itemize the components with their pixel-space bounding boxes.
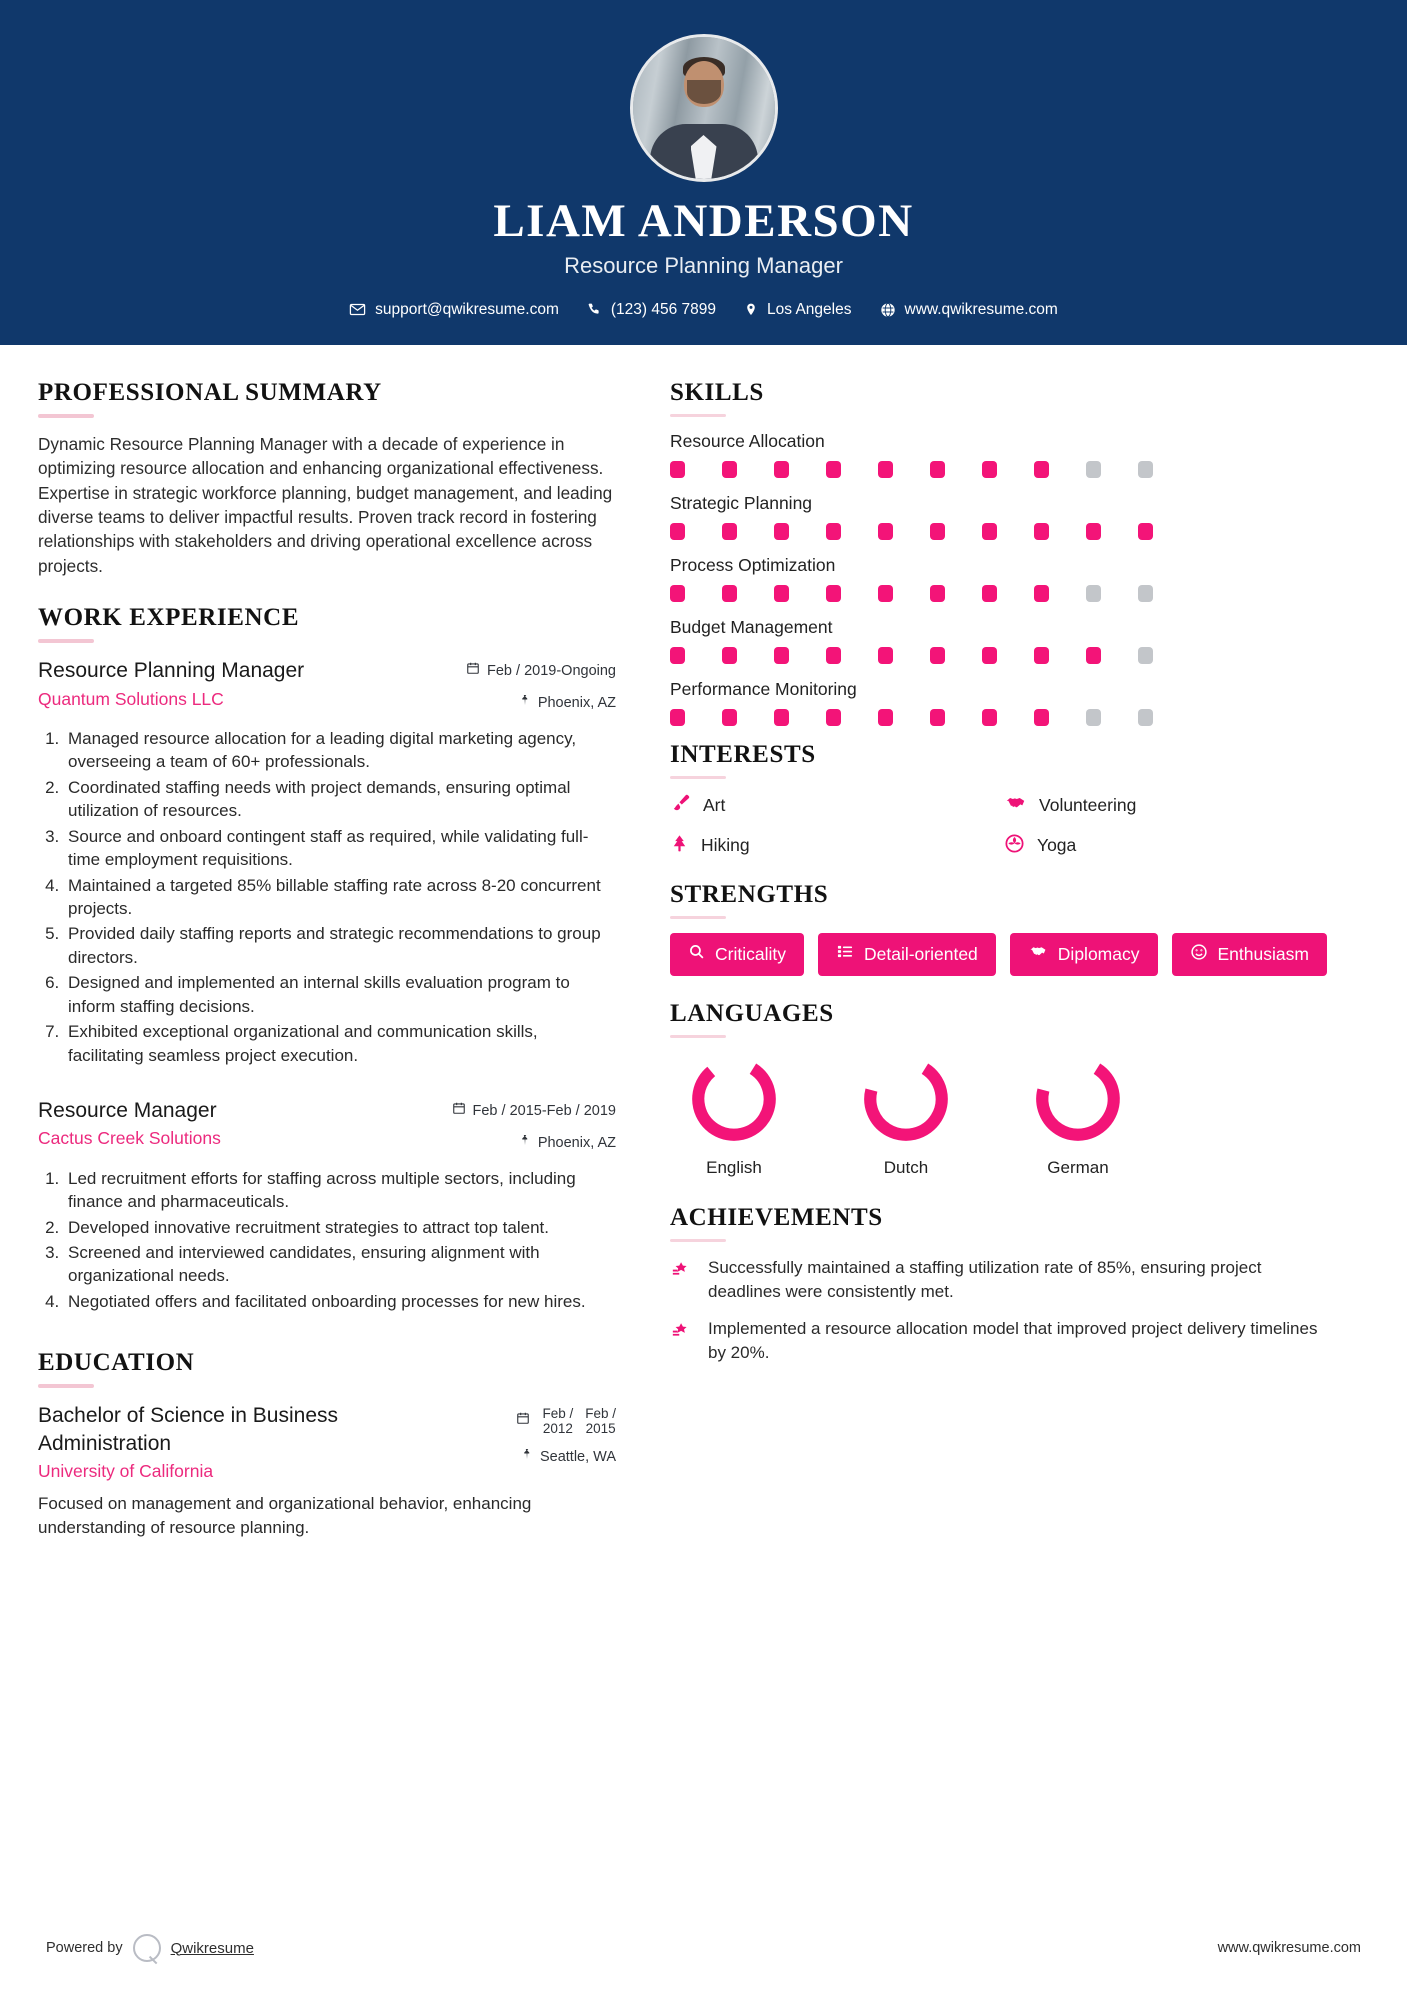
job-location — [444, 693, 616, 715]
skill-item — [670, 431, 1338, 478]
rating-dot-filled — [774, 523, 789, 540]
section-heading-skills: SKILLS — [670, 378, 764, 406]
languages-list — [670, 1052, 1338, 1178]
star-badge-icon — [670, 1256, 694, 1304]
avatar — [630, 34, 778, 182]
contact-phone[interactable] — [587, 301, 716, 319]
rating-dot-filled — [1034, 647, 1049, 664]
interest-label: Yoga — [1037, 835, 1077, 856]
rating-dot-filled — [1034, 461, 1049, 478]
skill-label: Resource Allocation — [670, 430, 825, 451]
interest-item-yoga — [1004, 833, 1338, 859]
section-achievements — [670, 1204, 1338, 1365]
calendar-icon — [516, 1411, 530, 1433]
strengths-list — [670, 933, 1338, 976]
brand-credit — [46, 1934, 254, 1962]
mail-icon — [349, 301, 366, 318]
language-label: Dutch — [883, 1157, 929, 1177]
interest-label: Hiking — [701, 835, 750, 856]
interests-list — [670, 793, 1338, 859]
skill-rating — [670, 461, 1338, 478]
contact-location — [744, 301, 851, 319]
rating-dot-filled — [982, 461, 997, 478]
section-rule — [670, 776, 726, 779]
rating-dot-filled — [826, 709, 841, 726]
section-heading-work: WORK EXPERIENCE — [38, 604, 300, 632]
education-description: Focused on management and organizational behavior, enhancing understanding of resource planning. — [38, 1493, 532, 1537]
contact-email-text: support@qwikresume.com — [375, 300, 559, 318]
globe-icon — [880, 302, 896, 318]
skill-item — [670, 555, 1338, 602]
rating-dot-filled — [722, 523, 737, 540]
footer-url: www.qwikresume.com — [1217, 1940, 1361, 1956]
strength-tag-detail-oriented — [818, 933, 996, 976]
lotus-icon — [1004, 833, 1025, 859]
section-education — [38, 1349, 616, 1539]
education-start-date — [542, 1406, 573, 1436]
list-item: 2. Developed innovative recruitment strategies to attract top talent. — [64, 1216, 616, 1239]
list-item: 6. Designed and implemented an internal skills evaluation program to inform staffing decisions. — [64, 971, 616, 1018]
language-gauge — [687, 1052, 781, 1146]
contact-phone-text: (123) 456 7899 — [610, 300, 717, 318]
strength-tag-diplomacy — [1010, 933, 1158, 976]
section-rule — [38, 639, 94, 643]
summary-text: Dynamic Resource Planning Manager with a decade of experience in optimizing resource allocation and enhancing organizational effectiveness. Expertise in strategic workforce planning, budget management, and leading diverse teams to deliver impactful results. Proven track record in fostering relationships with stakeholders and driving operational excellence across projects. — [38, 433, 613, 576]
achievement-text: Successfully maintained a staffing utilization rate of 85%, ensuring project deadlines were consistently met. — [708, 1257, 1262, 1301]
list-item: 1. Managed resource allocation for a leading digital marketing agency, overseeing a team of 60+ professionals. — [64, 727, 616, 774]
job-company: Cactus Creek Solutions — [38, 1128, 221, 1149]
rating-dot-filled — [722, 709, 737, 726]
strength-label: Detail-oriented — [863, 943, 978, 964]
rating-dot-filled — [826, 461, 841, 478]
rating-dot-filled — [670, 709, 685, 726]
job-dates-text: Feb / 2015-Feb / 2019 — [472, 1103, 616, 1120]
language-label: English — [706, 1157, 762, 1177]
rating-dot-filled — [722, 647, 737, 664]
interest-item-art — [670, 793, 1004, 819]
rating-dot-filled — [930, 461, 945, 478]
rating-dot-filled — [826, 585, 841, 602]
rating-dot-filled — [670, 585, 685, 602]
left-column — [38, 375, 638, 1540]
strength-tag-enthusiasm — [1172, 933, 1327, 976]
skill-label: Performance Monitoring — [670, 678, 857, 699]
section-rule — [670, 916, 726, 919]
strength-label: Criticality — [715, 943, 786, 964]
section-professional-summary — [38, 379, 616, 579]
job-bullet-list — [64, 727, 616, 1067]
language-item — [842, 1052, 970, 1178]
qwikresume-logo-icon — [133, 1934, 161, 1962]
list-item: 4. Negotiated offers and facilitated onboarding processes for new hires. — [64, 1290, 616, 1313]
skill-item — [670, 617, 1338, 664]
rating-dot-filled — [1034, 709, 1049, 726]
rating-dot-filled — [722, 461, 737, 478]
pushpin-icon — [521, 1447, 533, 1469]
achievement-item — [670, 1317, 1338, 1365]
skill-label: Strategic Planning — [670, 492, 813, 513]
rating-dot-filled — [774, 585, 789, 602]
language-item — [670, 1052, 798, 1178]
phone-icon — [587, 302, 602, 317]
skill-label: Process Optimization — [670, 554, 836, 575]
rating-dot-filled — [1086, 523, 1101, 540]
strength-tag-criticality — [670, 933, 804, 976]
interest-label: Volunteering — [1039, 795, 1137, 816]
section-skills — [670, 379, 1338, 726]
job-role-subtitle: Resource Planning Manager — [564, 252, 843, 278]
resume-header — [0, 0, 1407, 345]
end-month: Feb / — [585, 1406, 616, 1422]
skill-item — [670, 493, 1338, 540]
job-company: Quantum Solutions LLC — [38, 688, 224, 709]
pushpin-icon — [519, 693, 531, 715]
start-year: 2012 — [542, 1421, 573, 1437]
section-work-experience — [38, 604, 616, 1313]
right-column — [638, 375, 1338, 1540]
rating-dot-filled — [670, 647, 685, 664]
rating-dot-filled — [982, 523, 997, 540]
contact-location-text: Los Angeles — [767, 300, 852, 318]
rating-dot-filled — [1086, 647, 1101, 664]
education-location — [444, 1447, 616, 1469]
section-interests — [670, 741, 1338, 859]
degree-title: Bachelor of Science in Business Administration — [38, 1404, 338, 1455]
job-location-text: Phoenix, AZ — [537, 1134, 616, 1151]
strength-label: Diplomacy — [1057, 943, 1140, 964]
end-year: 2015 — [585, 1421, 616, 1437]
language-item — [1014, 1052, 1142, 1178]
skill-rating — [670, 585, 1338, 602]
calendar-icon — [466, 661, 480, 683]
work-experience-item — [38, 657, 616, 1067]
rating-dot-filled — [878, 709, 893, 726]
interest-item-volunteering — [1004, 793, 1338, 819]
rating-dot-empty — [1138, 461, 1153, 478]
rating-dot-filled — [774, 709, 789, 726]
rating-dot-filled — [878, 647, 893, 664]
star-badge-icon — [670, 1317, 694, 1365]
search-icon — [688, 943, 705, 965]
education-location-text: Seattle, WA — [539, 1448, 616, 1465]
section-strengths — [670, 881, 1338, 976]
education-dates — [444, 1406, 616, 1436]
page-title: LIAM ANDERSON — [493, 195, 914, 247]
handshake-icon — [1004, 793, 1027, 818]
rating-dot-filled — [878, 523, 893, 540]
rating-dot-filled — [878, 461, 893, 478]
rating-dot-filled — [982, 709, 997, 726]
skills-list — [670, 431, 1338, 726]
interest-item-hiking — [670, 833, 1004, 859]
rating-dot-filled — [774, 647, 789, 664]
job-dates — [444, 661, 616, 683]
rating-dot-filled — [774, 461, 789, 478]
school-name: University of California — [38, 1460, 214, 1481]
calendar-icon — [452, 1101, 466, 1123]
rating-dot-filled — [930, 523, 945, 540]
rating-dot-empty — [1086, 461, 1101, 478]
list-icon — [836, 943, 854, 965]
section-rule — [670, 1035, 726, 1038]
rating-dot-empty — [1138, 647, 1153, 664]
smiley-icon — [1190, 943, 1208, 966]
job-location-text: Phoenix, AZ — [537, 695, 616, 712]
contact-website[interactable] — [880, 301, 1058, 319]
language-gauge — [859, 1052, 953, 1146]
start-month: Feb / — [542, 1406, 574, 1422]
job-location — [444, 1133, 616, 1155]
education-end-date — [585, 1406, 616, 1436]
handshake-icon — [1028, 943, 1048, 965]
rating-dot-filled — [826, 647, 841, 664]
tree-icon — [670, 833, 689, 859]
location-pin-icon — [744, 301, 758, 318]
section-rule — [670, 1239, 726, 1242]
achievement-text: Implemented a resource allocation model that improved project delivery timelines by 20%. — [708, 1319, 1318, 1363]
brand-link[interactable]: Qwikresume — [170, 1939, 254, 1957]
list-item: 2. Coordinated staffing needs with project demands, ensuring optimal utilization of resources. — [64, 776, 616, 823]
skill-rating — [670, 523, 1338, 540]
list-item: 3. Source and onboard contingent staff as required, while validating full-time employment requisitions. — [64, 825, 616, 872]
strength-label: Enthusiasm — [1217, 943, 1309, 964]
rating-dot-empty — [1086, 585, 1101, 602]
rating-dot-empty — [1086, 709, 1101, 726]
rating-dot-filled — [826, 523, 841, 540]
job-title: Resource Manager — [38, 1099, 217, 1123]
rating-dot-empty — [1138, 709, 1153, 726]
list-item: 7. Exhibited exceptional organizational and communication skills, facilitating seamless project execution. — [64, 1020, 616, 1067]
rating-dot-filled — [722, 585, 737, 602]
rating-dot-filled — [1034, 585, 1049, 602]
section-heading-interests: INTERESTS — [670, 740, 816, 768]
section-heading-achievements: ACHIEVEMENTS — [670, 1203, 883, 1231]
rating-dot-filled — [1138, 523, 1153, 540]
pushpin-icon — [519, 1133, 531, 1155]
section-heading-education: EDUCATION — [38, 1349, 195, 1377]
rating-dot-filled — [1034, 523, 1049, 540]
contact-website-text: www.qwikresume.com — [904, 300, 1058, 318]
contact-bar — [0, 301, 1407, 319]
section-heading-summary: PROFESSIONAL SUMMARY — [38, 378, 382, 406]
section-rule — [670, 414, 726, 417]
section-heading-strengths: STRENGTHS — [670, 880, 829, 908]
skill-item — [670, 679, 1338, 726]
rating-dot-filled — [670, 461, 685, 478]
language-gauge — [1031, 1052, 1125, 1146]
rating-dot-filled — [930, 585, 945, 602]
job-title: Resource Planning Manager — [38, 659, 305, 683]
list-item: 3. Screened and interviewed candidates, ensuring alignment with organizational needs. — [64, 1241, 616, 1288]
page-footer — [0, 1934, 1407, 1990]
job-dates — [444, 1101, 616, 1123]
rating-dot-filled — [982, 647, 997, 664]
achievement-item — [670, 1256, 1338, 1304]
rating-dot-filled — [670, 523, 685, 540]
skill-label: Budget Management — [670, 616, 833, 637]
section-languages — [670, 1000, 1338, 1178]
section-rule — [38, 1384, 94, 1388]
job-dates-text: Feb / 2019-Ongoing — [487, 663, 616, 680]
rating-dot-filled — [878, 585, 893, 602]
list-item: 1. Led recruitment efforts for staffing across multiple sectors, including finance and pharmaceuticals. — [64, 1167, 616, 1214]
paintbrush-icon — [670, 793, 691, 819]
section-heading-languages: LANGUAGES — [670, 999, 834, 1027]
skill-rating — [670, 709, 1338, 726]
rating-dot-filled — [982, 585, 997, 602]
powered-by-label: Powered by — [46, 1940, 123, 1956]
job-bullet-list — [64, 1167, 616, 1314]
skill-rating — [670, 647, 1338, 664]
rating-dot-empty — [1138, 585, 1153, 602]
contact-email[interactable] — [349, 301, 559, 319]
language-label: German — [1047, 1157, 1109, 1177]
section-rule — [38, 414, 94, 418]
work-experience-item — [38, 1097, 616, 1313]
education-item — [38, 1402, 616, 1482]
list-item: 5. Provided daily staffing reports and strategic recommendations to group directors. — [64, 922, 616, 969]
rating-dot-filled — [930, 647, 945, 664]
list-item: 4. Maintained a targeted 85% billable staffing rate across 8-20 concurrent projects. — [64, 874, 616, 921]
rating-dot-filled — [930, 709, 945, 726]
interest-label: Art — [703, 795, 726, 816]
